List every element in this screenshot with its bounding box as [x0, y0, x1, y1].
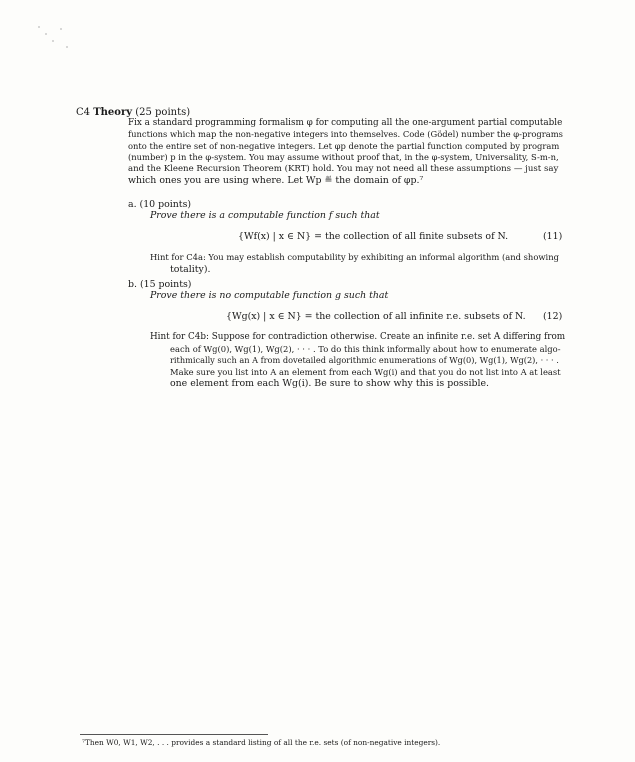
intro-line: and the Kleene Recursion Theorem (KRT) hold. You may not need all these assumptions — just say — [128, 163, 559, 174]
scan-speck — [66, 46, 68, 48]
intro-line: which ones you are using where. Let Wp ≝ the domain of φp.⁷ — [128, 175, 424, 187]
problem-number: C4 — [76, 107, 91, 118]
part-a-eq-number: (11) — [543, 231, 563, 242]
part-b-statement: Prove there is no computable function g such that — [150, 290, 389, 301]
intro-line: functions which map the non-negative integers into themselves. Code (Gödel) number the φ-programs — [128, 129, 563, 140]
part-a-label: a. (10 points) — [128, 199, 192, 210]
part-b-hint — [150, 332, 564, 390]
part-b-eq-number: (12) — [543, 311, 563, 322]
scan-speck — [45, 33, 47, 35]
hint-line: Hint for C4b: Suppose for contradiction otherwise. Create an infinite r.e. set A differing from — [150, 332, 566, 342]
part-a-formula: {Wf(x) | x ∈ N} = the collection of all finite subsets of N. — [238, 231, 509, 242]
scan-speck — [52, 40, 54, 42]
footnote: ⁷Then W0, W1, W2, . . . provides a standard listing of all the r.e. sets (of non-negative integers). — [82, 738, 441, 747]
part-b-label: b. (15 points) — [128, 279, 192, 290]
scan-speck — [38, 26, 40, 28]
footnote-rule — [80, 734, 268, 735]
hint-line: rithmically such an A from dovetailed algorithmic enumerations of Wg(0), Wg(1), Wg(2), · · · . — [170, 355, 559, 366]
problem-title: Theory — [93, 107, 133, 118]
problem-heading — [76, 107, 190, 118]
hint-line: one element from each Wg(i). Be sure to show why this is possible. — [170, 378, 489, 390]
part-a-statement: Prove there is a computable function f such that — [150, 210, 380, 221]
intro-line: (number) p in the φ-system. You may assume without proof that, in the φ-system, Universality, S-m-n, — [128, 152, 559, 163]
scan-speck — [60, 28, 62, 30]
intro-line: Fix a standard programming formalism φ for computing all the one-argument partial computable — [128, 118, 563, 128]
intro-paragraph — [128, 118, 564, 186]
problem-points: (25 points) — [135, 107, 191, 118]
hint-line: totality). — [170, 263, 211, 275]
hint-line: Make sure you list into A an element from each Wg(i) and that you do not list into A at least — [170, 366, 561, 377]
part-a-hint — [150, 252, 564, 275]
intro-line: onto the entire set of non-negative integers. Let φp denote the partial function computed by program — [128, 140, 560, 151]
hint-line: each of Wg(0), Wg(1), Wg(2), · · · . To do this think informally about how to enumerate algo- — [170, 343, 561, 354]
part-b-formula: {Wg(x) | x ∈ N} = the collection of all infinite r.e. subsets of N. — [226, 311, 526, 322]
hint-line: Hint for C4a: You may establish computability by exhibiting an informal algorithm (and showing — [150, 252, 559, 262]
